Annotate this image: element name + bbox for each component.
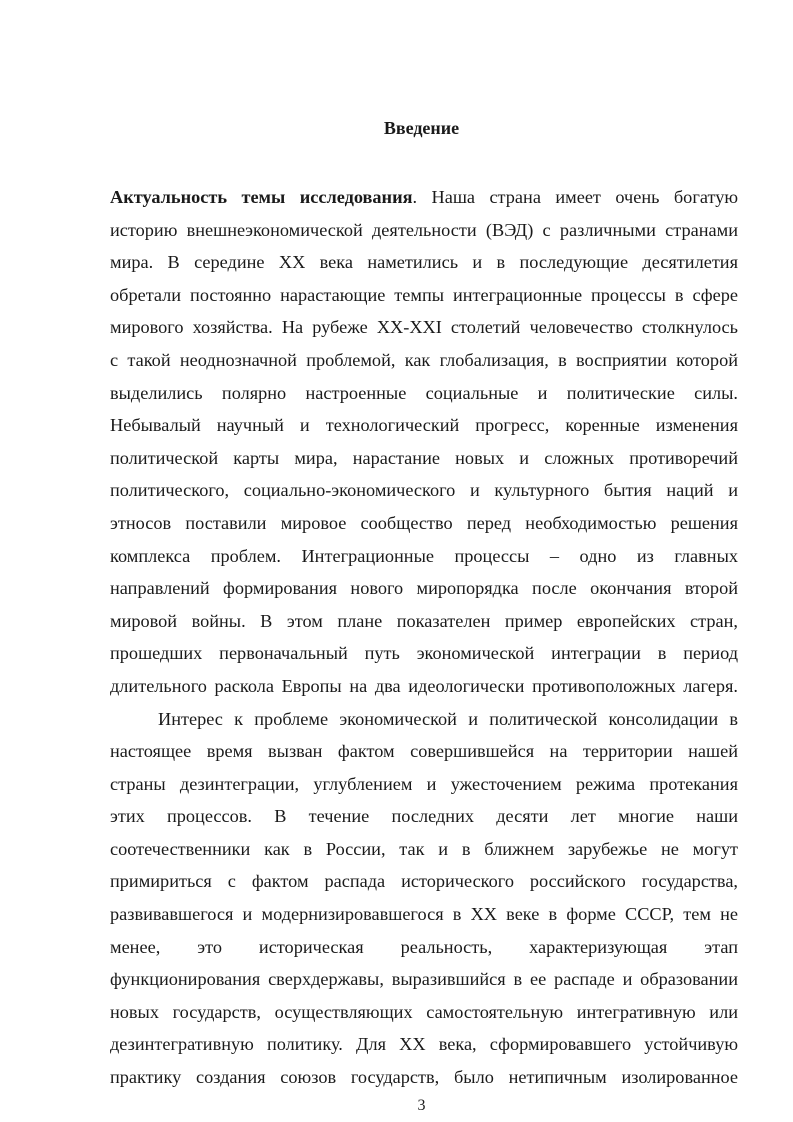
page-number: 3 bbox=[417, 1097, 426, 1114]
text-line: выделились полярно настроенные социальные и политические силы. bbox=[110, 382, 738, 403]
text-line: мира. В середине XX века наметились и в последующие десятилетия bbox=[110, 252, 738, 273]
text-line: примириться с фактом распада исторического российского государства, bbox=[110, 871, 738, 892]
text-line: этносов поставили мировое сообщество перед необходимостью решения bbox=[110, 512, 738, 533]
lead-bold-phrase: Актуальность темы исследования bbox=[110, 187, 413, 207]
text-line: прошедших первоначальный путь экономической интеграции в период bbox=[110, 643, 738, 664]
text-line: этих процессов. В течение последних десяти лет многие наши bbox=[110, 806, 738, 827]
text-line: с такой неоднозначной проблемой, как глобализация, в восприятии которой bbox=[110, 349, 738, 370]
text-line: политической карты мира, нарастание новых и сложных противоречий bbox=[110, 447, 738, 468]
text-line: политического, социально-экономического и культурного бытия наций и bbox=[110, 480, 738, 501]
text-line: настоящее время вызван фактом совершившейся на территории нашей bbox=[110, 741, 738, 762]
text-line: практику создания союзов государств, было нетипичным изолированное bbox=[110, 1067, 738, 1088]
page-title: Введение bbox=[383, 118, 460, 138]
text-line: мировой войны. В этом плане показателен пример европейских стран, bbox=[110, 610, 738, 631]
text-line: новых государств, осуществляющих самостоятельную интегративную или bbox=[110, 1001, 738, 1022]
text-line bbox=[110, 183, 738, 216]
text-line: комплекса проблем. Интеграционные процессы – одно из главных bbox=[110, 545, 738, 566]
text-line: Интерес к проблеме экономической и политической консолидации в bbox=[158, 708, 738, 729]
text-line: длительного раскола Европы на два идеологически противоположных лагеря. bbox=[110, 675, 738, 696]
text-line: страны дезинтеграции, углублением и ужесточением режима протекания bbox=[110, 773, 738, 794]
text-line: обретали постоянно нарастающие темпы интеграционные процессы в сфере bbox=[110, 284, 738, 305]
text-line: функционирования сверхдержавы, выразившийся в ее распаде и образовании bbox=[110, 969, 738, 990]
text-line: дезинтегративную политику. Для XX века, сформировавшего устойчивую bbox=[110, 1034, 738, 1055]
line-text: . Наша страна имеет очень богатую bbox=[412, 187, 739, 207]
text-line: мирового хозяйства. На рубеже XX-XXI столетий человечество столкнулось bbox=[110, 317, 738, 338]
text-line: менее, это историческая реальность, характеризующая этап bbox=[110, 936, 738, 957]
text-line: развивавшегося и модернизировавшегося в XX веке в форме СССР, тем не bbox=[110, 904, 738, 925]
text-line: историю внешнеэкономической деятельности (ВЭД) с различными странами bbox=[110, 219, 738, 240]
body-text bbox=[110, 183, 738, 1096]
text-line: соотечественники как в России, так и в ближнем зарубежье не могут bbox=[110, 838, 738, 859]
text-line: направлений формирования нового миропорядка после окончания второй bbox=[110, 578, 738, 599]
text-line: Небывалый научный и технологический прогресс, коренные изменения bbox=[110, 415, 738, 436]
